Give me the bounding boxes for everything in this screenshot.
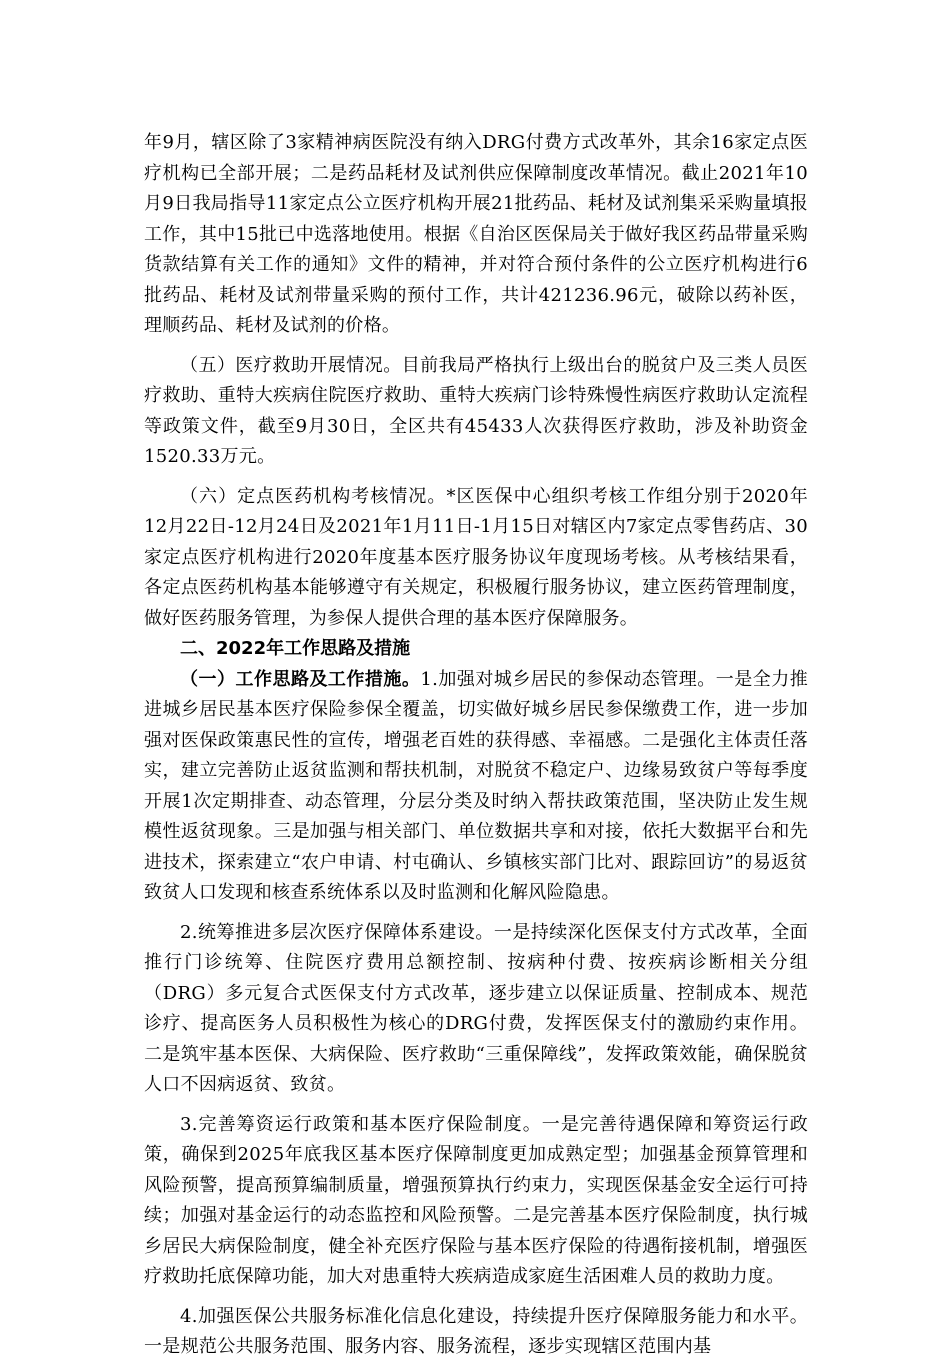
paragraph-funding-policy: 3.完善筹资运行政策和基本医疗保险制度。一是完善待遇保障和筹资运行政策，确保到2025年底我区基本医疗保障制度更加成熟定型；加强基金预算管理和风险预警，提高预算编制质量，增强预算执行约束力，实现医保基金安全运行可持续；加强对基金运行的动态监控和风险预警。二是完善基本医疗保险制度，执行城乡居民大病保险制度，健全补充医疗保险与基本医疗保险的待遇衔接机制，增强医疗救助托底保障功能，加大对患重特大疾病造成家庭生活困难人员的救助力度。 <box>144 1113 808 1287</box>
paragraph-work-measures <box>144 665 808 909</box>
paragraph-body-text: 1.加强对城乡居民的参保动态管理。一是全力推进城乡居民基本医疗保险参保全覆盖，切实做好城乡居民参保缴费工作，进一步加强对医保政策惠民性的宣传，增强老百姓的获得感、幸福感。二是强化主体责任落实，建立完善防止返贫监测和帮扶机制，对脱贫不稳定户、边缘易致贫户等每季度开展1次定期排查、动态管理，分层分类及时纳入帮扶政策范围，坚决防止发生规模性返贫现象。三是加强与相关部门、单位数据共享和对接，依托大数据平台和先进技术，探索建立“农户申请、村屯确认、乡镇核实部门比对、跟踪回访”的易返贫致贫人口发现和核查系统体系以及时监测和化解风险隐患。 <box>144 668 808 903</box>
paragraph-lead-text: （一）工作思路及工作措施。 <box>180 668 421 690</box>
paragraph-multilevel-security: 2.统筹推进多层次医疗保障体系建设。一是持续深化医保支付方式改革，全面推行门诊统筹、住院医疗费用总额控制、按病种付费、按疾病诊断相关分组（DRG）多元复合式医保支付方式改革，逐步建立以保证质量、控制成本、规范诊疗、提高医务人员积极性为核心的DRG付费，发挥医保支付的激励约束作用。二是筑牢基本医保、大病保险、医疗救助“三重保障线”，发挥政策效能，确保脱贫人口不因病返贫、致贫。 <box>144 921 808 1095</box>
document-page <box>144 128 808 1363</box>
paragraph-public-service: 4.加强医保公共服务标准化信息化建设，持续提升医疗保障服务能力和水平。一是规范公共服务范围、服务内容、服务流程，逐步实现辖区范围内基 <box>144 1305 808 1357</box>
paragraph-institution-assessment: （六）定点医药机构考核情况。*区医保中心组织考核工作组分别于2020年12月22日-12月24日及2021年1月11日-1月15日对辖区内7家定点零售药店、30家定点医疗机构进行2020年度基本医疗服务协议年度现场考核。从考核结果看，各定点医药机构基本能够遵守有关规定，积极履行服务协议，建立医药管理制度，做好医药服务管理，为参保人提供合理的基本医疗保障服务。 <box>144 485 808 629</box>
paragraph-drg-reform: 年9月，辖区除了3家精神病医院没有纳入DRG付费方式改革外，其余16家定点医疗机构已全部开展；二是药品耗材及试剂供应保障制度改革情况。截止2021年10月9日我局指导11家定点公立医疗机构开展21批药品、耗材及试剂集采采购量填报工作，其中15批已中选落地使用。根据《自治区医保局关于做好我区药品带量采购货款结算有关工作的通知》文件的精神，并对符合预付条件的公立医疗机构进行6批药品、耗材及试剂带量采购的预付工作，共计421236.96元，破除以药补医，理顺药品、耗材及试剂的价格。 <box>144 132 809 336</box>
section-heading-2022-plan: 二、2022年工作思路及措施 <box>180 638 411 659</box>
paragraph-medical-assistance: （五）医疗救助开展情况。目前我局严格执行上级出台的脱贫户及三类人员医疗救助、重特大疾病住院医疗救助、重特大疾病门诊特殊慢性病医疗救助认定流程等政策文件，截至9月30日，全区共有45433人次获得医疗救助，涉及补助资金1520.33万元。 <box>144 354 808 467</box>
